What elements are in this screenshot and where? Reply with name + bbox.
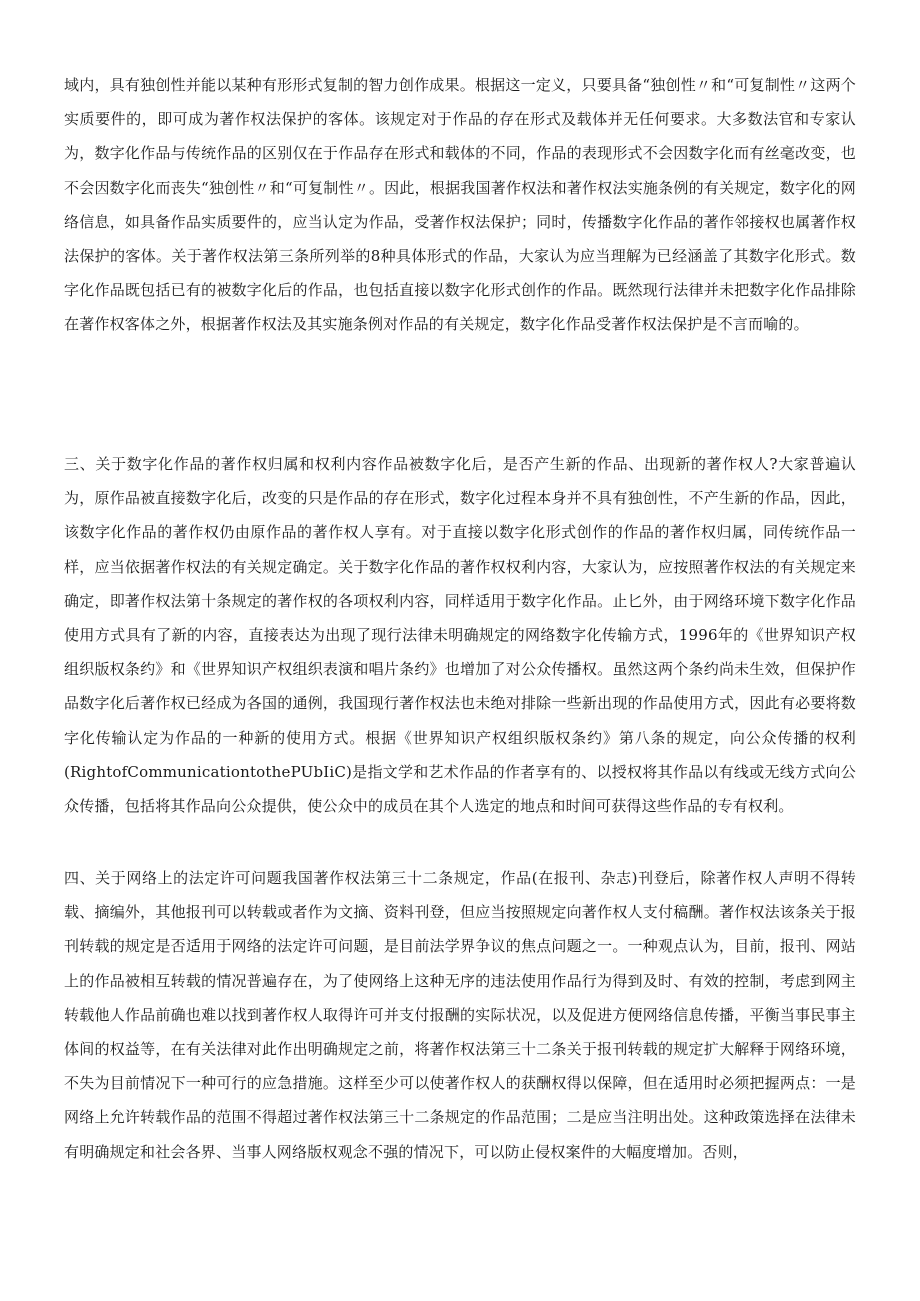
paragraph-copyright-ownership: 三、关于数字化作品的著作权归属和权利内容作品被数字化后，是否产生新的作品、出现新的著作权人?大家普遍认为，原作品被直接数字化后，改变的只是作品的存在形式，数字化过程本身并不具有独创性，不产生新的作品，因此，该数字化作品的著作权仍由原作品的著作权人享有。对于直接以数字化形式创作的作品的著作权归属，同传统作品一样，应当依据著作权法的有关规定确定。关于数字化作品的著作权权利内容，大家认为，应按照著作权法的有关规定来确定，即著作权法第十条规定的著作权的各项权利内容，同样适用于数字化作品。止匕外，由于网络环境下数字化作品使用方式具有了新的内容，直接表达为出现了现行法律未明确规定的网络数字化传输方式，1996年的《世界知识产权组织版权条约》和《世界知识产权组织表演和唱片条约》也增加了对公众传播权。虽然这两个条约尚未生效，但保护作品数字化后著作权已经成为各国的通例，我国现行著作权法也未绝对排除一些新出现的作品使用方式，因此有必要将数字化传输认定为作品的一种新的使用方式。根据《世界知识产权组织版权条约》第八条的规定，向公众传播的权利(RightofCommunicationtothePUbIiC)是指文学和艺术作品的作者享有的、以授权将其作品以有线或无线方式向公众传播，包括将其作品向公众提供，使公众中的成员在其个人选定的地点和时间可获得这些作品的专有权利。: [64, 455, 856, 816]
paragraph-spacer: [64, 827, 856, 861]
document-page: [64, 68, 856, 1169]
paragraph-digital-works-protection: 域内，具有独创性并能以某种有形形式复制的智力创作成果。根据这一定义，只要具备“独创性〃和“可复制性〃这两个实质要件的，即可成为著作权法保护的客体。该规定对于作品的存在形式及载体并无任何要求。大多数法官和专家认为，数字化作品与传统作品的区别仅在于作品存在形式和载体的不同，作品的表现形式不会因数字化而有丝毫改变，也不会因数字化而丧失“独创性〃和“可复制性〃。因此，根据我国著作权法和著作权法实施条例的有关规定，数字化的网络信息，如具备作品实质要件的，应当认定为作品，受著作权法保护；同时，传播数字化作品的著作邻接权也属著作权法保护的客体。关于著作权法第三条所列举的8种具体形式的作品，大家认为应当理解为已经涵盖了其数字化形式。数字化作品既包括已有的被数字化后的作品，也包括直接以数字化形式创作的作品。既然现行法律并未把数字化作品排除在著作权客体之外，根据著作权法及其实施条例对作品的有关规定，数字化作品受著作权法保护是不言而喻的。: [64, 76, 856, 334]
paragraph-spacer: [64, 413, 856, 447]
paragraph-statutory-license: 四、关于网络上的法定许可问题我国著作权法第三十二条规定，作品(在报刊、杂志)刊登后，除著作权人声明不得转载、摘编外，其他报刊可以转载或者作为文摘、资料刊登，但应当按照规定向著作权人支付稿酬。著作权法该条关于报刊转载的规定是否适用于网络的法定许可问题，是目前法学界争议的焦点问题之一。一种观点认为，目前，报刊、网站上的作品被相互转载的情况普遍存在，为了使网络上这种无序的违法使用作品行为得到及时、有效的控制，考虑到网主转载他人作品前确也难以找到著作权人取得许可并支付报酬的实际状况，以及促进方便网络信息传播，平衡当事民事主体间的权益等，在有关法律对此作出明确规定之前，将著作权法第三十二条关于报刊转载的规定扩大解释于网络环境，不失为目前情况下一种可行的应急措施。这样至少可以使著作权人的获酬权得以保障，但在适用时必须把握两点：一是网络上允许转载作品的范围不得超过著作权法第三十二条规定的作品范围；二是应当注明出处。这种政策选择在法律未有明确规定和社会各界、当事人网络版权观念不强的情况下，可以防止侵权案件的大幅度增加。否则，: [64, 869, 856, 1161]
